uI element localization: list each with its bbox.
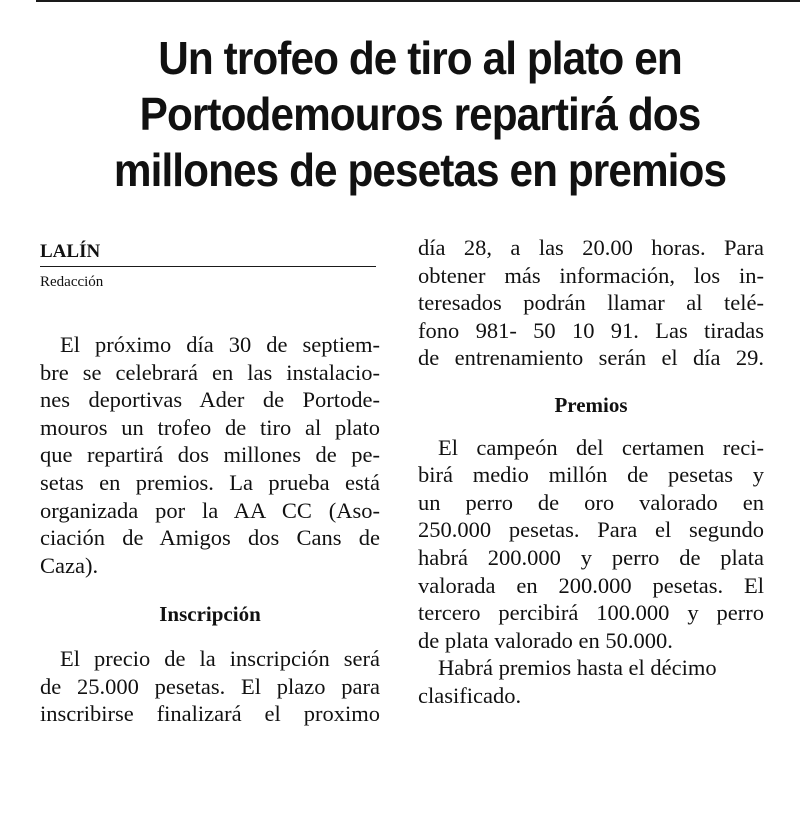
- left-column: [40, 331, 380, 728]
- headline-line-3: millones de pesetas en premios: [113, 144, 727, 196]
- text-line: obtener más información, los in-: [418, 262, 764, 288]
- text-line: día 28, a las 20.00 horas. Para: [418, 235, 764, 260]
- subhead-premios: Premios: [554, 392, 628, 417]
- text-line: valorada en 200.000 pesetas. El: [418, 572, 764, 598]
- dateline-location: LALÍN: [40, 240, 376, 267]
- text-line: Habrá premios hasta el décimo: [438, 655, 717, 681]
- top-rule: [36, 0, 800, 2]
- text-line: tercero percibirá 100.000 y perro: [418, 600, 764, 626]
- text-line: birá medio millón de pesetas y: [418, 462, 764, 488]
- text-line: de entrenamiento serán el día 29.: [418, 345, 764, 371]
- intro-paragraph: [40, 331, 380, 579]
- headline-line-2: Portodemouros repartirá dos: [139, 88, 701, 140]
- text-line: clasificado.: [418, 682, 522, 708]
- text-line: habrá 200.000 y perro de plata: [418, 544, 764, 570]
- continuation-paragraph: [418, 234, 764, 372]
- text-line: Caza).: [40, 552, 99, 578]
- byline: [40, 240, 376, 293]
- prizes-paragraph: [418, 434, 764, 655]
- text-line: que repartirá dos millones de pe-: [40, 442, 380, 468]
- subhead-inscripcion: Inscripción: [159, 602, 261, 627]
- text-line: organizada por la AA CC (Aso-: [40, 497, 380, 523]
- text-line: setas en premios. La prueba está: [40, 469, 380, 495]
- text-line: un perro de oro valorado en: [418, 489, 764, 515]
- text-line: El próximo día 30 de septiem-: [60, 332, 380, 357]
- text-line: inscribirse finalizará el proximo: [40, 701, 380, 727]
- headline-line-1: Un trofeo de tiro al plato en: [158, 32, 682, 84]
- text-line: El campeón del certamen reci-: [438, 434, 764, 460]
- inscription-paragraph: [40, 645, 380, 728]
- text-line: de 25.000 pesetas. El plazo para: [40, 673, 380, 699]
- headline: [70, 30, 769, 198]
- text-line: ciación de Amigos dos Cans de: [40, 525, 380, 551]
- text-line: 250.000 pesetas. Para el segundo: [418, 517, 764, 543]
- text-line: bre se celebrará en las instalacio-: [40, 359, 380, 385]
- text-line: mouros un trofeo de tiro al plato: [40, 414, 380, 440]
- author-credit: Redacción: [40, 274, 104, 290]
- text-line: de plata valorado en 50.000.: [418, 627, 673, 653]
- text-line: nes deportivas Ader de Portode-: [40, 387, 380, 413]
- text-line: El precio de la inscripción será: [60, 645, 380, 671]
- text-line: teresados podrán llamar al telé-: [418, 290, 764, 316]
- text-line: fono 981- 50 10 91. Las tiradas: [418, 317, 764, 343]
- closing-paragraph: [418, 654, 764, 709]
- right-column: [418, 234, 764, 710]
